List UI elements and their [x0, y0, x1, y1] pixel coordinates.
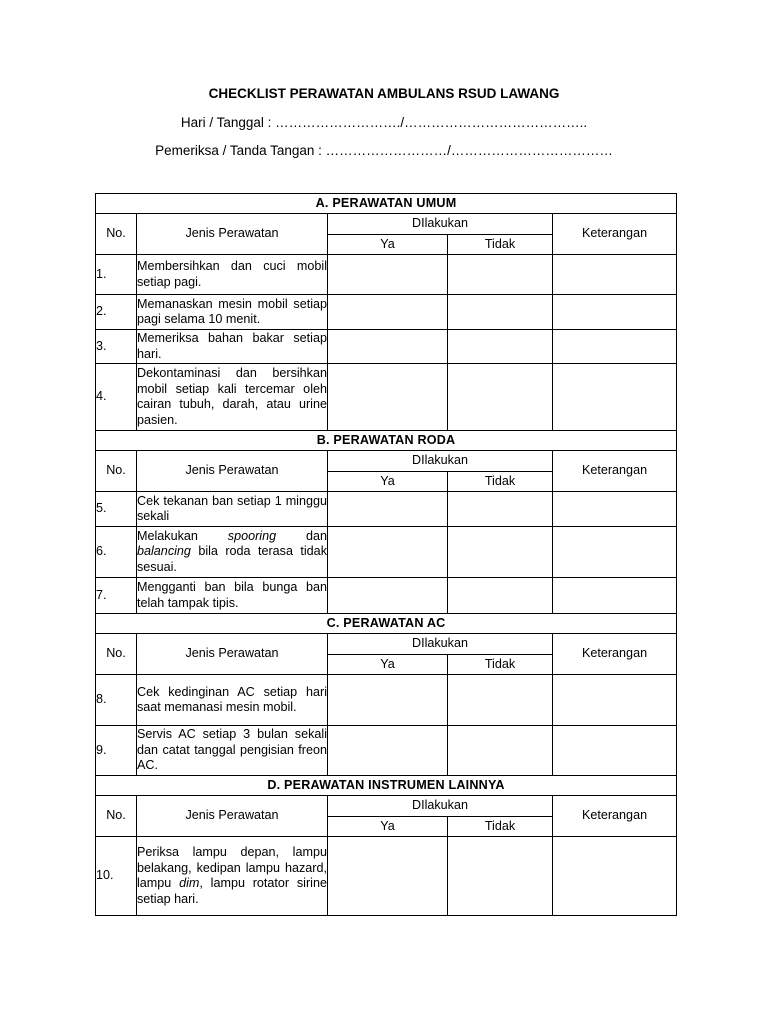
table-row: [96, 578, 677, 614]
row-description-text: Cek tekanan ban setiap 1 minggu sekali: [137, 493, 327, 523]
table-row: [96, 330, 677, 364]
row-description: [137, 578, 328, 614]
checkbox-tidak-cell[interactable]: [448, 726, 553, 776]
document-title: CHECKLIST PERAWATAN AMBULANS RSUD LAWANG: [208, 86, 560, 101]
keterangan-cell[interactable]: [553, 837, 677, 916]
checkbox-ya-cell[interactable]: [328, 330, 448, 364]
checkbox-ya-cell[interactable]: [328, 527, 448, 578]
header-dilakukan: DIlakukan: [328, 214, 553, 235]
header-keterangan: Keterangan: [553, 451, 677, 492]
row-description: [137, 492, 328, 527]
header-no: No.: [96, 451, 137, 492]
header-jenis-perawatan: Jenis Perawatan: [137, 214, 328, 255]
row-description-text: Cek kedinginan AC setiap hari saat memanasi mesin mobil.: [137, 684, 327, 714]
row-description-text: Melakukan spooring dan balancing bila roda terasa tidak sesuai.: [137, 528, 328, 574]
row-description: [137, 837, 328, 916]
table-row: [96, 295, 677, 330]
checkbox-ya-cell[interactable]: [328, 364, 448, 431]
header-tidak: Tidak: [448, 817, 553, 837]
checkbox-tidak-cell[interactable]: [448, 527, 553, 578]
row-number: 2.: [96, 295, 137, 330]
header-dilakukan: DIlakukan: [328, 451, 553, 472]
row-description-text: Mengganti ban bila bunga ban telah tampak tipis.: [137, 580, 327, 610]
checkbox-tidak-cell[interactable]: [448, 492, 553, 527]
header-ya: Ya: [328, 655, 448, 675]
row-number: 4.: [96, 364, 137, 431]
row-number: 1.: [96, 255, 137, 295]
table-row: [96, 675, 677, 726]
checkbox-ya-cell[interactable]: [328, 726, 448, 776]
checklist-table: [95, 193, 677, 916]
row-description-text: Dekontaminasi dan bersihkan mobil setiap kali tercemar oleh cairan tubuh, darah, atau urine pasien.: [137, 366, 327, 427]
header-dilakukan: DIlakukan: [328, 796, 553, 817]
row-number: 6.: [96, 527, 137, 578]
row-number: 8.: [96, 675, 137, 726]
header-ya: Ya: [328, 472, 448, 492]
section-title: C. PERAWATAN AC: [96, 614, 677, 634]
row-description: [137, 726, 328, 776]
column-header-row: [96, 634, 677, 655]
header-keterangan: Keterangan: [553, 796, 677, 837]
header-ya: Ya: [328, 235, 448, 255]
keterangan-cell[interactable]: [553, 675, 677, 726]
row-description: [137, 330, 328, 364]
section-title: B. PERAWATAN RODA: [96, 431, 677, 451]
row-description-text: Memeriksa bahan bakar setiap hari.: [137, 331, 327, 361]
checkbox-tidak-cell[interactable]: [448, 255, 553, 295]
keterangan-cell[interactable]: [553, 492, 677, 527]
row-description-text: Memanaskan mesin mobil setiap pagi selama 10 menit.: [137, 296, 327, 326]
header-jenis-perawatan: Jenis Perawatan: [137, 796, 328, 837]
checkbox-tidak-cell[interactable]: [448, 364, 553, 431]
keterangan-cell[interactable]: [553, 527, 677, 578]
examiner-line: Pemeriksa / Tanda Tangan : ………………………/………………………………: [155, 143, 613, 158]
keterangan-cell[interactable]: [553, 295, 677, 330]
row-number: 9.: [96, 726, 137, 776]
checkbox-tidak-cell[interactable]: [448, 295, 553, 330]
table-row: [96, 837, 677, 916]
section-header-row: [96, 194, 677, 214]
row-description: [137, 255, 328, 295]
checkbox-tidak-cell[interactable]: [448, 578, 553, 614]
checkbox-ya-cell[interactable]: [328, 255, 448, 295]
header-no: No.: [96, 634, 137, 675]
date-line: Hari / Tanggal : ………………………./…………………………………..: [180, 115, 588, 130]
keterangan-cell[interactable]: [553, 578, 677, 614]
checkbox-ya-cell[interactable]: [328, 837, 448, 916]
keterangan-cell[interactable]: [553, 726, 677, 776]
row-description-text: Servis AC setiap 3 bulan sekali dan catat tanggal pengisian freon AC.: [137, 727, 327, 773]
table-row: [96, 492, 677, 527]
checkbox-tidak-cell[interactable]: [448, 330, 553, 364]
row-number: 3.: [96, 330, 137, 364]
keterangan-cell[interactable]: [553, 255, 677, 295]
table-row: [96, 527, 677, 578]
checkbox-ya-cell[interactable]: [328, 295, 448, 330]
row-number: 5.: [96, 492, 137, 527]
header-jenis-perawatan: Jenis Perawatan: [137, 634, 328, 675]
section-header-row: [96, 776, 677, 796]
header-tidak: Tidak: [448, 235, 553, 255]
checkbox-ya-cell[interactable]: [328, 578, 448, 614]
row-description: [137, 295, 328, 330]
row-description: [137, 364, 328, 431]
checkbox-tidak-cell[interactable]: [448, 837, 553, 916]
header-tidak: Tidak: [448, 472, 553, 492]
header-no: No.: [96, 796, 137, 837]
section-title: D. PERAWATAN INSTRUMEN LAINNYA: [96, 776, 677, 796]
column-header-row: [96, 451, 677, 472]
section-title: A. PERAWATAN UMUM: [96, 194, 677, 214]
header-jenis-perawatan: Jenis Perawatan: [137, 451, 328, 492]
column-header-row: [96, 214, 677, 235]
keterangan-cell[interactable]: [553, 364, 677, 431]
header-no: No.: [96, 214, 137, 255]
table-row: [96, 726, 677, 776]
header-dilakukan: DIlakukan: [328, 634, 553, 655]
row-number: 7.: [96, 578, 137, 614]
section-header-row: [96, 614, 677, 634]
table-row: [96, 364, 677, 431]
row-description: [137, 675, 328, 726]
checkbox-ya-cell[interactable]: [328, 675, 448, 726]
table-row: [96, 255, 677, 295]
checkbox-tidak-cell[interactable]: [448, 675, 553, 726]
row-description: [137, 527, 328, 578]
column-header-row: [96, 796, 677, 817]
header-keterangan: Keterangan: [553, 214, 677, 255]
header-ya: Ya: [328, 817, 448, 837]
checklist-table-body: [96, 194, 677, 916]
row-number: 10.: [96, 837, 137, 916]
row-description-text: Periksa lampu depan, lampu belakang, kedipan lampu hazard, lampu dim, lampu rotator sirine setiap hari.: [137, 845, 327, 906]
section-header-row: [96, 431, 677, 451]
row-description-text: Membersihkan dan cuci mobil setiap pagi.: [137, 259, 327, 289]
keterangan-cell[interactable]: [553, 330, 677, 364]
checkbox-ya-cell[interactable]: [328, 492, 448, 527]
header-tidak: Tidak: [448, 655, 553, 675]
header-keterangan: Keterangan: [553, 634, 677, 675]
